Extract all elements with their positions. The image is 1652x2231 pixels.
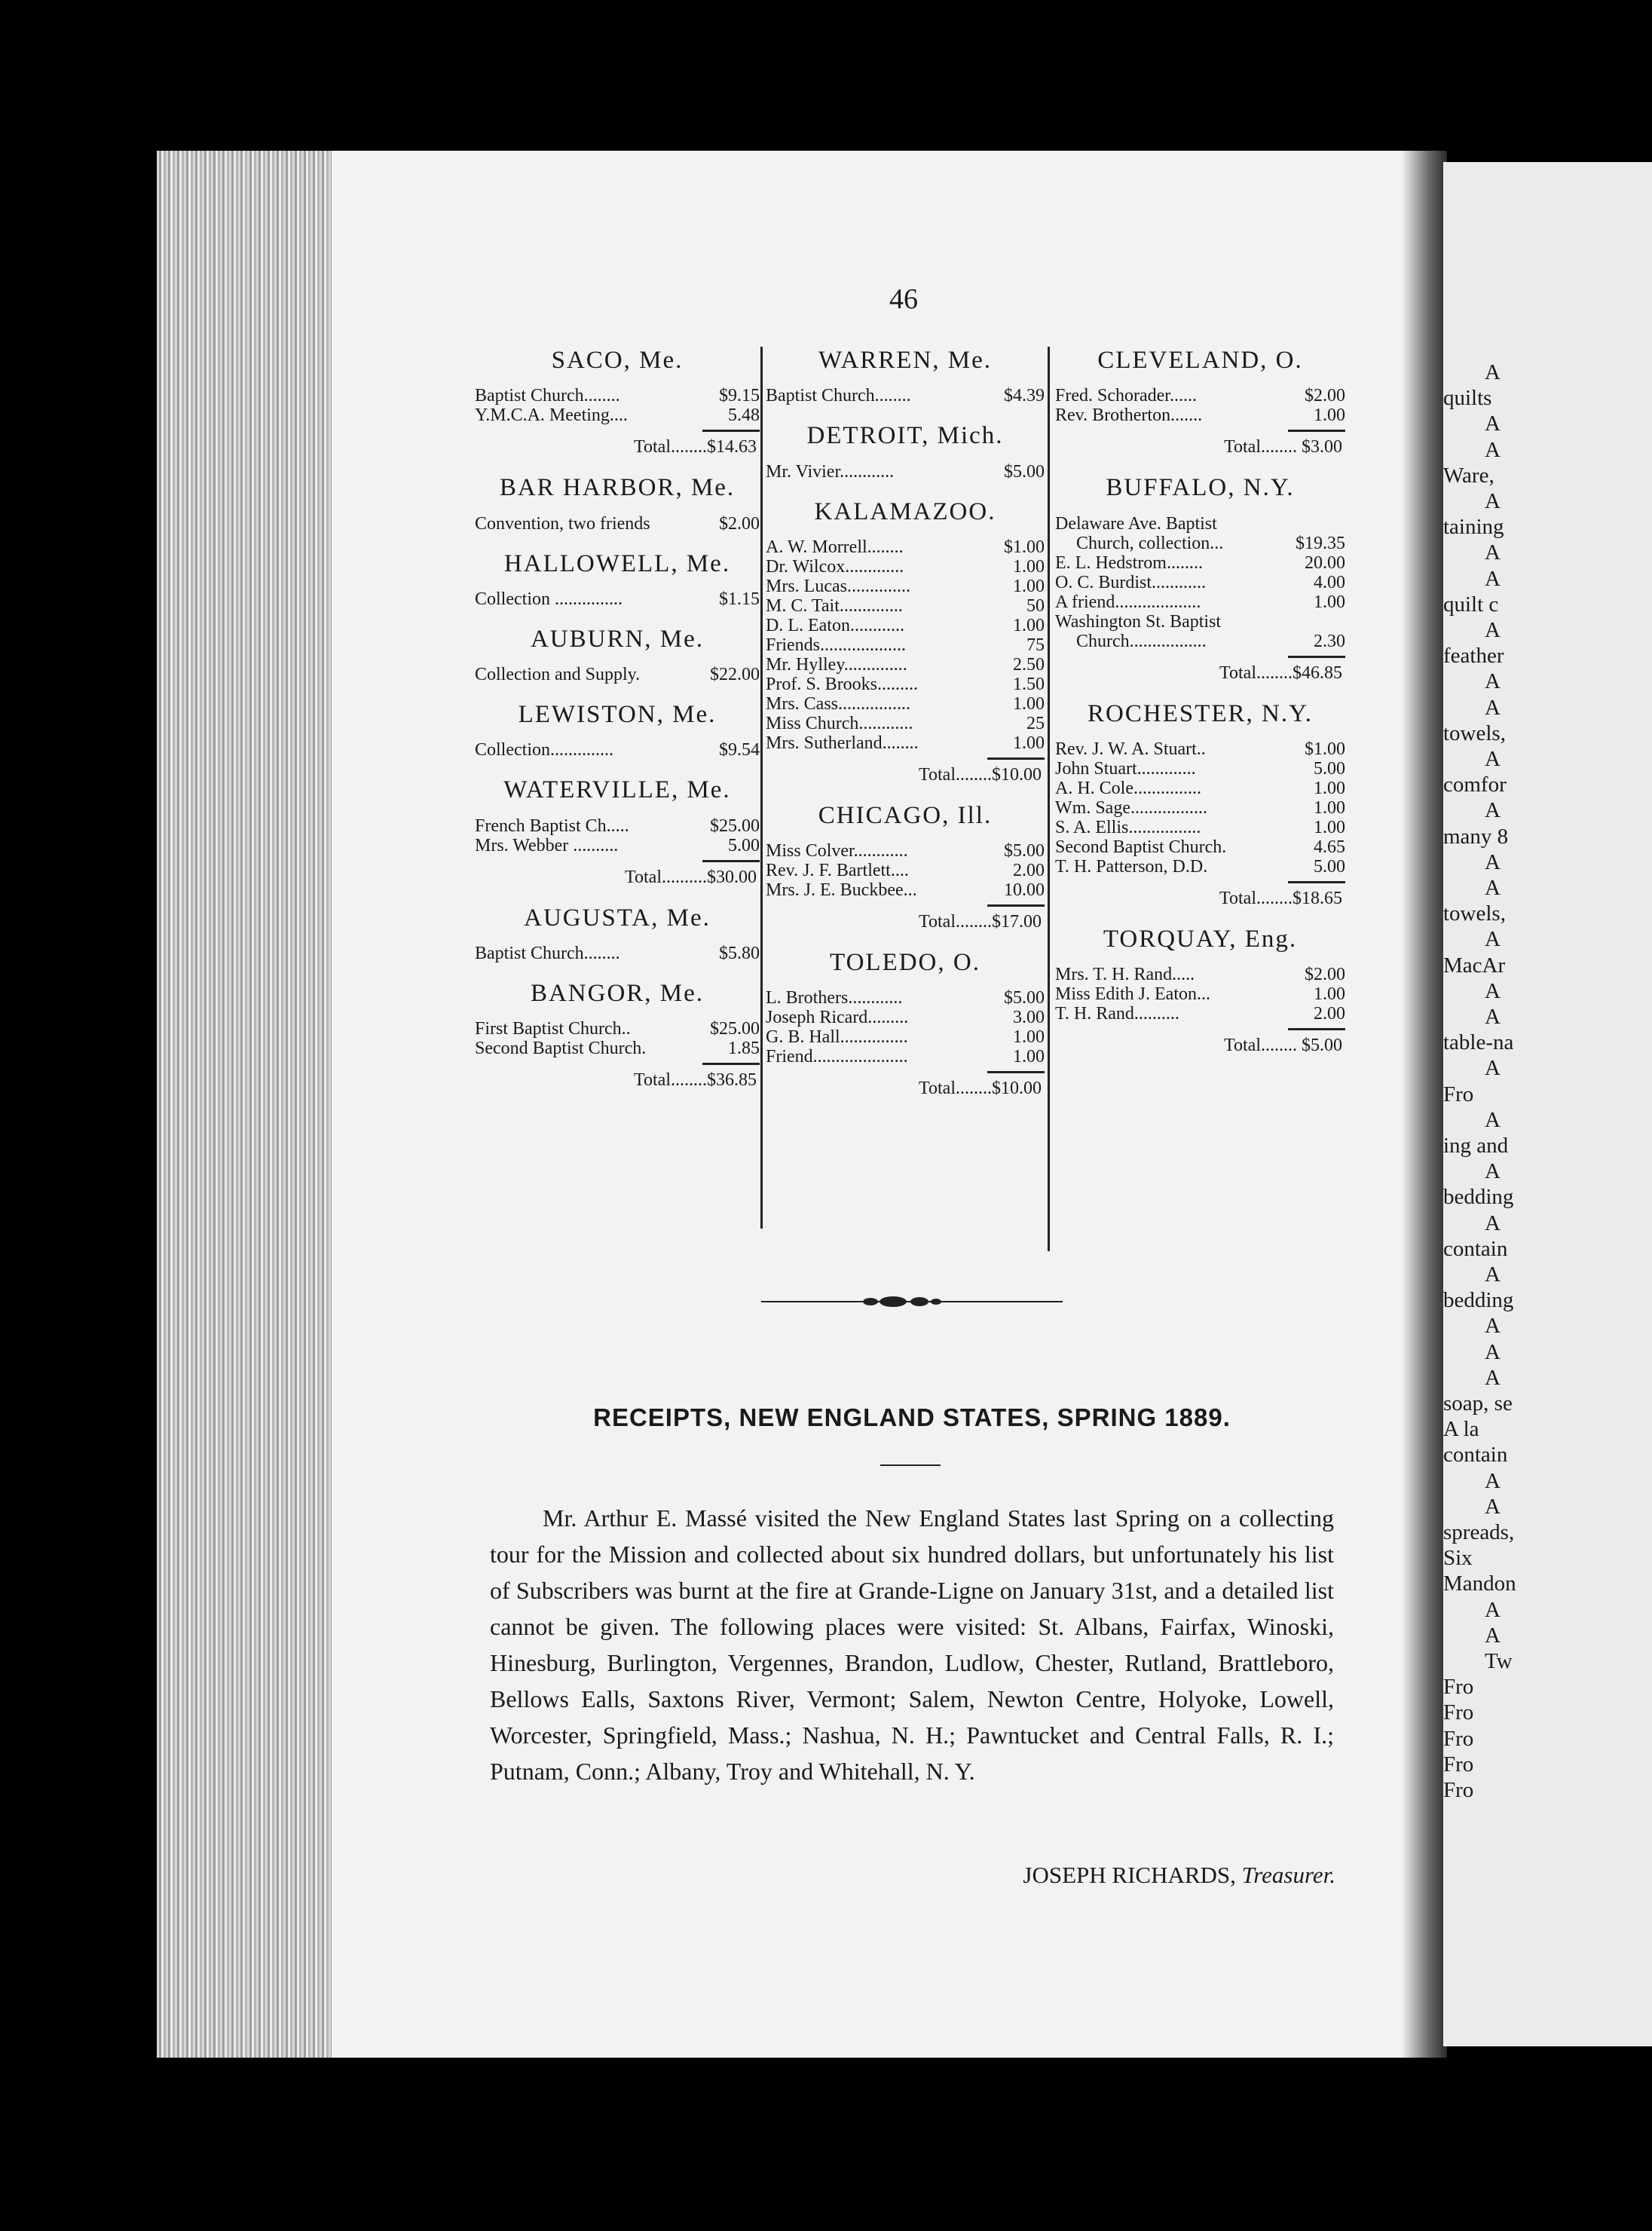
entry-amount: 1.85	[728, 1039, 760, 1059]
adjacent-page-text: A	[1485, 927, 1501, 952]
entry-row	[766, 841, 1045, 861]
section-total: Total........$17.00	[919, 912, 1042, 932]
entry-row	[1055, 857, 1345, 877]
entry-row	[766, 675, 1045, 694]
section-total: Total........$10.00	[919, 764, 1042, 785]
entry-name: G. B. Hall...............	[766, 1027, 908, 1048]
entry-name: Joseph Ricard.........	[766, 1008, 909, 1028]
adjacent-page-text: A	[1485, 618, 1501, 642]
entry-row	[766, 861, 1045, 880]
adjacent-page-text: A	[1485, 849, 1501, 874]
signature-name: JOSEPH RICHARDS,	[1023, 1862, 1236, 1888]
section-title: SACO, Me.	[551, 347, 684, 374]
adjacent-page-text: taining	[1443, 515, 1504, 540]
entry-name: Mrs. Webber ..........	[475, 835, 619, 855]
entry-row	[766, 1027, 1045, 1047]
entry-name: Rev. J. F. Bartlett....	[766, 861, 909, 881]
adjacent-page-text: bedding	[1443, 1288, 1514, 1313]
entry-name: T. H. Rand..........	[1055, 1004, 1179, 1024]
receipt-section	[1055, 700, 1345, 909]
entry-row	[766, 462, 1045, 482]
adjacent-page-text: towels,	[1443, 901, 1506, 926]
entry-row	[766, 655, 1045, 675]
section-title: BUFFALO, N.Y.	[1106, 474, 1295, 502]
entry-row	[1055, 739, 1345, 759]
entry-amount: 1.50	[1013, 674, 1045, 694]
entry-name: A. W. Morrell........	[766, 537, 904, 557]
entry-name: Mr. Vivier............	[766, 461, 895, 482]
entry-row	[475, 740, 760, 760]
adjacent-page-text: A	[1485, 566, 1501, 591]
entry-row	[1055, 1004, 1345, 1024]
adjacent-page-text: A	[1485, 437, 1501, 462]
section-title: DETROIT, Mich.	[806, 422, 1004, 450]
entry-name: First Baptist Church..	[475, 1019, 631, 1039]
entry-name: Church, collection...	[1076, 533, 1224, 553]
entry-row	[766, 1008, 1045, 1027]
entry-row	[1055, 405, 1345, 425]
entry-name: Baptist Church........	[766, 386, 911, 406]
entry-name: Miss Edith J. Eaton...	[1055, 984, 1211, 1005]
section-title: BAR HARBOR, Me.	[499, 474, 736, 502]
adjacent-page-text: A	[1485, 489, 1501, 513]
receipt-section	[766, 347, 1045, 405]
adjacent-page-text: many 8	[1443, 824, 1509, 849]
entry-name: Baptist Church........	[475, 944, 620, 964]
column-divider	[1048, 347, 1050, 1251]
entry-name: Rev. J. W. A. Stuart..	[1055, 739, 1206, 759]
entry-name: Second Baptist Church.	[475, 1039, 647, 1059]
adjacent-page-text: Six	[1443, 1546, 1473, 1571]
entry-amount: 3.00	[1013, 1008, 1045, 1028]
adjacent-page-text: A	[1485, 1365, 1501, 1390]
total-rule	[1288, 1028, 1345, 1030]
section-title: KALAMAZOO.	[814, 497, 996, 525]
adjacent-page-text: Fro	[1443, 1700, 1474, 1725]
entry-name: Mrs. T. H. Rand.....	[1055, 965, 1195, 985]
entry-name: Mr. Hylley..............	[766, 654, 907, 675]
receipt-section	[766, 802, 1045, 932]
receipt-section	[766, 949, 1045, 1099]
entry-amount: 10.00	[1004, 880, 1045, 901]
receipts-heading: RECEIPTS, NEW ENGLAND STATES, SPRING 1889.	[593, 1403, 1231, 1431]
total-rule	[702, 1063, 760, 1065]
adjacent-page-text: spreads,	[1443, 1520, 1515, 1544]
adjacent-page-text: A	[1485, 360, 1501, 384]
receipt-section	[475, 347, 760, 458]
entry-name: Miss Church............	[766, 713, 913, 733]
entry-amount: $22.00	[710, 665, 760, 685]
entry-row	[1055, 553, 1345, 573]
entry-row	[1055, 837, 1345, 857]
entry-name: A friend...................	[1055, 592, 1201, 612]
receipt-section	[766, 422, 1045, 481]
entry-name: Fred. Schorader......	[1055, 386, 1197, 406]
adjacent-page-text: MacAr	[1443, 953, 1506, 978]
entry-amount: $19.35	[1296, 533, 1345, 553]
section-total: Total..........$30.00	[625, 867, 757, 887]
entry-name: Mrs. Sutherland........	[766, 733, 919, 753]
entry-amount: 1.00	[1314, 778, 1345, 798]
entry-row	[1055, 818, 1345, 837]
receipt-section	[475, 474, 760, 533]
adjacent-page-text: A	[1485, 695, 1501, 720]
entry-row	[766, 577, 1045, 596]
section-total: Total........$36.85	[634, 1070, 757, 1091]
entry-name: Collection and Supply.	[475, 665, 641, 685]
entry-name: Rev. Brotherton.......	[1055, 405, 1203, 426]
entry-amount: $2.00	[1305, 965, 1345, 985]
entry-row	[475, 589, 760, 609]
adjacent-page-fragment	[1443, 162, 1652, 2046]
receipt-section	[475, 701, 760, 760]
adjacent-page-text: Ware,	[1443, 463, 1494, 488]
column-divider	[760, 347, 763, 1229]
entry-amount: 4.65	[1314, 837, 1345, 857]
adjacent-page-text: Fro	[1443, 1726, 1474, 1751]
book-gutter	[1402, 151, 1447, 2058]
entry-row	[766, 557, 1045, 577]
entry-name: O. C. Burdist............	[1055, 572, 1207, 592]
adjacent-page-text: ing and	[1443, 1134, 1509, 1158]
entry-amount: 1.00	[1314, 817, 1345, 837]
entry-row	[766, 714, 1045, 733]
book-page-edges	[157, 151, 353, 2058]
adjacent-page-text: A	[1485, 1339, 1501, 1364]
entry-amount: 1.00	[1013, 615, 1045, 635]
column-1	[475, 347, 760, 1107]
adjacent-page-text: A	[1485, 669, 1501, 694]
receipts-paragraph: Mr. Arthur E. Massé visited the New England States last Spring on a collecting tour for the Mission and collected about six hundred dollars, but unfortunately his list of Subscribers was burnt at the fire at Grande-Ligne on January 31st, and a detailed list cannot be given. The following places were visited: St. Albans, Fairfax, Winoski, Hinesburg, Burlington, Vergennes, Brandon, Ludlow, Chester, Rutland, Brattleboro, Bellows Ealls, Saxtons River, Vermont; Salem, Newton Centre, Holyoke, Lowell, Worcester, Springfield, Mass.; Nashua, N. H.; Pawntucket and Central Falls, R. I.; Putnam, Conn.; Albany, Troy and Whitehall, N. Y.	[490, 1504, 1334, 1785]
entry-row	[475, 944, 760, 963]
entry-name: E. L. Hedstrom........	[1055, 552, 1203, 573]
entry-amount: 1.00	[1013, 693, 1045, 714]
entry-row	[1055, 798, 1345, 818]
adjacent-page-text: contain	[1443, 1236, 1508, 1261]
entry-row	[475, 1019, 760, 1039]
adjacent-page-text: A	[1485, 747, 1501, 771]
entry-amount	[1341, 612, 1345, 632]
adjacent-page-text: A	[1485, 1005, 1501, 1029]
total-rule	[987, 1071, 1045, 1073]
adjacent-page-text: A	[1485, 1597, 1501, 1622]
entry-name: Miss Colver............	[766, 841, 908, 861]
entry-amount: $2.00	[1305, 386, 1345, 406]
entry-amount: 75	[1026, 635, 1045, 655]
entry-name: French Baptist Ch.....	[475, 816, 629, 836]
section-title: LEWISTON, Me.	[518, 701, 717, 729]
entry-row	[1055, 592, 1345, 612]
adjacent-page-text: Tw	[1485, 1649, 1513, 1673]
adjacent-page-text: A	[1485, 1107, 1501, 1132]
entry-name: Mrs. J. E. Buckbee...	[766, 880, 917, 901]
entry-amount: 1.00	[1314, 592, 1345, 612]
entry-name: Wm. Sage.................	[1055, 797, 1207, 818]
entry-amount: 5.48	[728, 405, 760, 426]
total-rule	[1288, 656, 1345, 658]
entry-row	[766, 988, 1045, 1008]
entry-row	[475, 816, 760, 836]
entry-row	[766, 596, 1045, 616]
entry-name: Friends...................	[766, 635, 906, 655]
adjacent-page-text: Fro	[1443, 1752, 1474, 1777]
entry-row	[766, 537, 1045, 557]
total-rule	[702, 430, 760, 432]
adjacent-page-text: table-na	[1443, 1030, 1514, 1055]
section-title: CLEVELAND, O.	[1097, 347, 1303, 374]
entry-amount: 2.50	[1013, 654, 1045, 675]
entry-row	[766, 616, 1045, 635]
entry-row	[475, 386, 760, 405]
entry-amount: 2.00	[1314, 1004, 1345, 1024]
entry-name: D. L. Eaton............	[766, 615, 904, 635]
entry-name: Convention, two friends	[475, 513, 650, 534]
section-title: CHICAGO, Ill.	[818, 801, 993, 829]
adjacent-page-text: Fro	[1443, 1778, 1474, 1802]
entry-name: Collection..............	[475, 740, 613, 760]
column-2	[766, 347, 1045, 1116]
entry-name: Dr. Wilcox.............	[766, 556, 904, 577]
adjacent-page-text: A	[1485, 1468, 1501, 1493]
entry-amount: $5.80	[719, 944, 760, 964]
entry-amount: 1.00	[1013, 733, 1045, 753]
section-title: ROCHESTER, N.Y.	[1088, 699, 1313, 727]
page-number: 46	[889, 283, 918, 315]
adjacent-page-text: A la	[1443, 1417, 1479, 1442]
adjacent-page-text: towels,	[1443, 721, 1506, 745]
entry-row	[475, 514, 760, 534]
entry-row	[475, 836, 760, 855]
entry-row	[766, 733, 1045, 753]
entry-amount: $9.54	[719, 740, 760, 760]
adjacent-page-text: contain	[1443, 1443, 1508, 1467]
entry-name: Baptist Church........	[475, 386, 620, 406]
entry-amount: 2.30	[1314, 631, 1345, 651]
entry-amount: 1.00	[1013, 576, 1045, 596]
receipt-section	[475, 904, 760, 963]
section-title: TOLEDO, O.	[830, 949, 980, 977]
adjacent-page-text: comfor	[1443, 773, 1507, 797]
adjacent-page-text: A	[1485, 1494, 1501, 1519]
entry-amount: 1.00	[1013, 1027, 1045, 1048]
entry-name: Mrs. Cass................	[766, 693, 911, 714]
entry-amount: $5.00	[1004, 841, 1045, 861]
entry-amount: 4.00	[1314, 572, 1345, 592]
entry-row	[1055, 779, 1345, 798]
entry-amount: 50	[1026, 595, 1045, 616]
section-title: TORQUAY, Eng.	[1103, 925, 1298, 953]
entry-row	[475, 1039, 760, 1058]
adjacent-page-text: A	[1485, 1623, 1501, 1648]
receipt-section	[1055, 926, 1345, 1056]
entry-row	[766, 386, 1045, 405]
adjacent-page-text: A	[1485, 876, 1501, 900]
entry-name: S. A. Ellis................	[1055, 817, 1201, 837]
section-total: Total........$10.00	[919, 1079, 1042, 1099]
adjacent-page-text: A	[1485, 540, 1501, 565]
ornament-divider	[761, 1293, 1063, 1311]
receipt-section	[766, 498, 1045, 785]
total-rule	[987, 757, 1045, 760]
entry-name: Mrs. Lucas..............	[766, 576, 910, 596]
entry-row	[766, 1047, 1045, 1067]
section-title: BANGOR, Me.	[530, 980, 705, 1008]
total-rule	[702, 860, 760, 862]
adjacent-page-text: A	[1485, 1314, 1501, 1339]
entry-row	[475, 665, 760, 684]
entry-amount: $2.00	[719, 513, 760, 534]
entry-name: Collection ...............	[475, 589, 623, 609]
entry-amount: $25.00	[710, 816, 760, 836]
heading-rule	[880, 1464, 941, 1466]
entry-amount: $5.00	[1004, 988, 1045, 1008]
entry-name: Second Baptist Church.	[1055, 837, 1227, 857]
entry-row	[1055, 573, 1345, 592]
receipt-section	[1055, 347, 1345, 458]
entry-row	[1055, 534, 1345, 553]
total-rule	[1288, 430, 1345, 432]
entry-row	[1055, 612, 1345, 632]
entry-row	[1055, 514, 1345, 534]
section-title: WARREN, Me.	[818, 347, 993, 374]
total-rule	[1288, 881, 1345, 883]
entry-name: Prof. S. Brooks.........	[766, 674, 919, 694]
adjacent-page-text: A	[1485, 412, 1501, 436]
adjacent-page-text: A	[1485, 1262, 1501, 1287]
signature	[1023, 1862, 1335, 1889]
entry-name: M. C. Tait..............	[766, 595, 903, 616]
entry-name: Church.................	[1076, 631, 1207, 651]
section-total: Total........$46.85	[1219, 663, 1342, 683]
adjacent-page-text: A	[1485, 1210, 1501, 1235]
total-rule	[987, 904, 1045, 907]
receipt-section	[1055, 474, 1345, 683]
adjacent-page-text: feather	[1443, 644, 1504, 669]
entry-amount: $25.00	[710, 1019, 760, 1039]
entry-amount: $1.15	[719, 589, 760, 609]
adjacent-page-text: Fro	[1443, 1675, 1474, 1700]
section-total: Total........ $3.00	[1224, 437, 1342, 458]
entry-amount: 5.00	[1314, 758, 1345, 779]
section-title: AUBURN, Me.	[530, 625, 705, 653]
adjacent-page-text: soap, se	[1443, 1391, 1513, 1415]
receipt-section	[475, 626, 760, 684]
section-title: WATERVILLE, Me.	[503, 776, 731, 804]
entry-name: A. H. Cole...............	[1055, 778, 1201, 798]
adjacent-page-text: bedding	[1443, 1185, 1514, 1210]
receipt-section	[475, 550, 760, 609]
adjacent-page-text: A	[1485, 978, 1501, 1003]
receipt-section	[475, 776, 760, 887]
entry-amount: 2.00	[1013, 861, 1045, 881]
entry-row	[766, 694, 1045, 714]
adjacent-page-text: Mandon	[1443, 1571, 1516, 1596]
entry-name: L. Brothers............	[766, 988, 903, 1008]
section-title: HALLOWELL, Me.	[503, 549, 731, 577]
section-total: Total........ $5.00	[1224, 1036, 1342, 1056]
section-total: Total........$18.65	[1219, 888, 1342, 908]
receipt-section	[475, 980, 760, 1091]
adjacent-page-text: A	[1485, 1159, 1501, 1184]
entry-name: T. H. Patterson, D.D.	[1055, 856, 1208, 877]
adjacent-page-text: A	[1485, 798, 1501, 823]
entry-row	[1055, 759, 1345, 779]
column-3	[1055, 347, 1345, 1073]
adjacent-page-text: Fro	[1443, 1082, 1474, 1106]
entry-amount: $1.00	[1305, 739, 1345, 759]
entry-row	[1055, 965, 1345, 984]
entry-amount: 25	[1026, 713, 1045, 733]
entry-row	[1055, 984, 1345, 1004]
entry-name: Friend.....................	[766, 1047, 908, 1067]
entry-name: Washington St. Baptist	[1055, 611, 1222, 632]
signature-role: Treasurer.	[1241, 1862, 1335, 1888]
entry-amount: 1.00	[1314, 797, 1345, 818]
entry-amount: 1.00	[1314, 405, 1345, 426]
entry-name: John Stuart.............	[1055, 758, 1196, 779]
section-title: AUGUSTA, Me.	[524, 904, 711, 932]
adjacent-page-text: quilts	[1443, 386, 1492, 411]
section-total: Total........$14.63	[634, 437, 757, 458]
adjacent-page-text: A	[1485, 1056, 1501, 1081]
entry-amount: 5.00	[1314, 856, 1345, 877]
entry-amount: 20.00	[1305, 552, 1345, 573]
entry-row	[766, 635, 1045, 655]
entry-row	[766, 880, 1045, 900]
entry-amount: $9.15	[719, 386, 760, 406]
entry-row	[475, 405, 760, 425]
entry-amount	[1341, 514, 1345, 534]
entry-row	[1055, 632, 1345, 651]
entry-name: Y.M.C.A. Meeting....	[475, 405, 628, 426]
entry-amount: $5.00	[1004, 461, 1045, 482]
entry-amount: 5.00	[728, 835, 760, 855]
entry-row	[1055, 386, 1345, 405]
entry-amount: $1.00	[1004, 537, 1045, 557]
entry-name: Delaware Ave. Baptist	[1055, 513, 1217, 534]
adjacent-page-text: quilt c	[1443, 592, 1499, 617]
entry-amount: 1.00	[1314, 984, 1345, 1005]
entry-amount: $4.39	[1004, 386, 1045, 406]
entry-amount: 1.00	[1013, 1047, 1045, 1067]
entry-amount: 1.00	[1013, 556, 1045, 577]
